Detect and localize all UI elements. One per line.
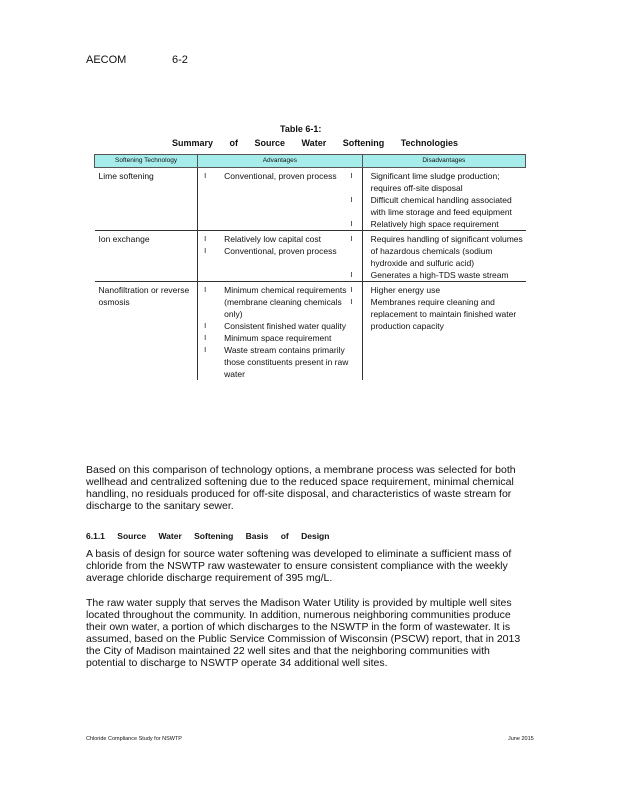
technology-table [94,154,526,380]
table-caption-number: Table 6-1: [280,124,322,134]
advantages-cell [198,282,363,381]
advantages-cell [198,168,363,231]
disadvantages-cell [362,282,525,381]
disadvantage-item: I Requires handling of significant volumes of hazardous chemicals (sodium hydroxide and sulfuric acid) [367,233,524,269]
section-heading [86,531,329,541]
disadvantage-item: I Significant lime sludge production; requires off-site disposal [367,170,524,194]
paragraph-comparison: Based on this comparison of technology options, a membrane process was selected for both wellhead and centralized softening due to the reduced space requirement, minimal chemical handling, no residuals produced for off-site disposal, and characteristics of waste stream for discharge to the sanitary sewer. [86,464,516,512]
advantage-item: I Minimum chemical requirements (membrane cleaning chemicals only) [202,284,360,320]
advantage-item: I Relatively low capital cost [202,233,360,245]
disadvantage-item: I Membranes require cleaning and replacement to maintain finished water production capacity [367,296,524,332]
footer-date: June 2015 [508,736,534,742]
paragraph-basis-of-design: A basis of design for source water softening was developed to eliminate a sufficient mass of chloride from the NSWTP raw wastewater to ensure consistent compliance with the weekly average chloride discharge requirement of 395 mg/L. [86,548,512,584]
advantage-item: I Conventional, proven process [202,245,360,257]
table-row [95,231,526,282]
footer-title: Chloride Compliance Study for NSWTP [86,736,182,742]
advantage-item: I Conventional, proven process [202,170,360,182]
advantages-cell [198,231,363,282]
table-row [95,168,526,231]
advantage-item: I Minimum space requirement [202,332,360,344]
table-row [95,282,526,381]
col-header-advantages: Advantages [198,155,363,168]
col-header-disadvantages: Disadvantages [362,155,525,168]
table-caption-title: Summary of Source Water Softening Technologies [172,138,459,148]
table-header-row [95,155,526,168]
disadvantages-cell [362,231,525,282]
technology-name: Ion exchange [95,231,198,282]
col-header-technology: Softening Technology [95,155,198,168]
section-number: 6.1.1 [86,531,105,541]
advantage-item: I Waste stream contains primarily those constituents present in raw water [202,344,360,380]
disadvantage-item: I Higher energy use [367,284,524,296]
section-title: Source Water Softening Basis of Design [117,531,330,541]
disadvantage-item: I Relatively high space requirement [367,218,524,230]
paragraph-raw-water-supply: The raw water supply that serves the Madison Water Utility is provided by multiple well sites located throughout the community. In addition, numerous neighboring communities produce their own water, a portion of which discharges to the NSWTP in the form of wastewater. It is assumed, based on the Public Service Commission of Wisconsin (PSCW) report, that in 2013 the City of Madison maintained 22 well sites and that the neighboring communities with potential to discharge to NSWTP operate 34 additional well sites. [86,597,521,669]
technology-name: Lime softening [98,171,154,181]
disadvantages-cell [362,168,525,231]
disadvantage-item: I Difficult chemical handling associated with lime storage and feed equipment [367,194,524,218]
header-org: AECOM [86,54,127,66]
header-page-number: 6-2 [172,54,188,66]
advantage-item: I Consistent finished water quality [202,320,360,332]
technology-name: Nanofiltration or reverse osmosis [95,282,198,381]
disadvantage-item: I Generates a high-TDS waste stream [367,269,524,281]
